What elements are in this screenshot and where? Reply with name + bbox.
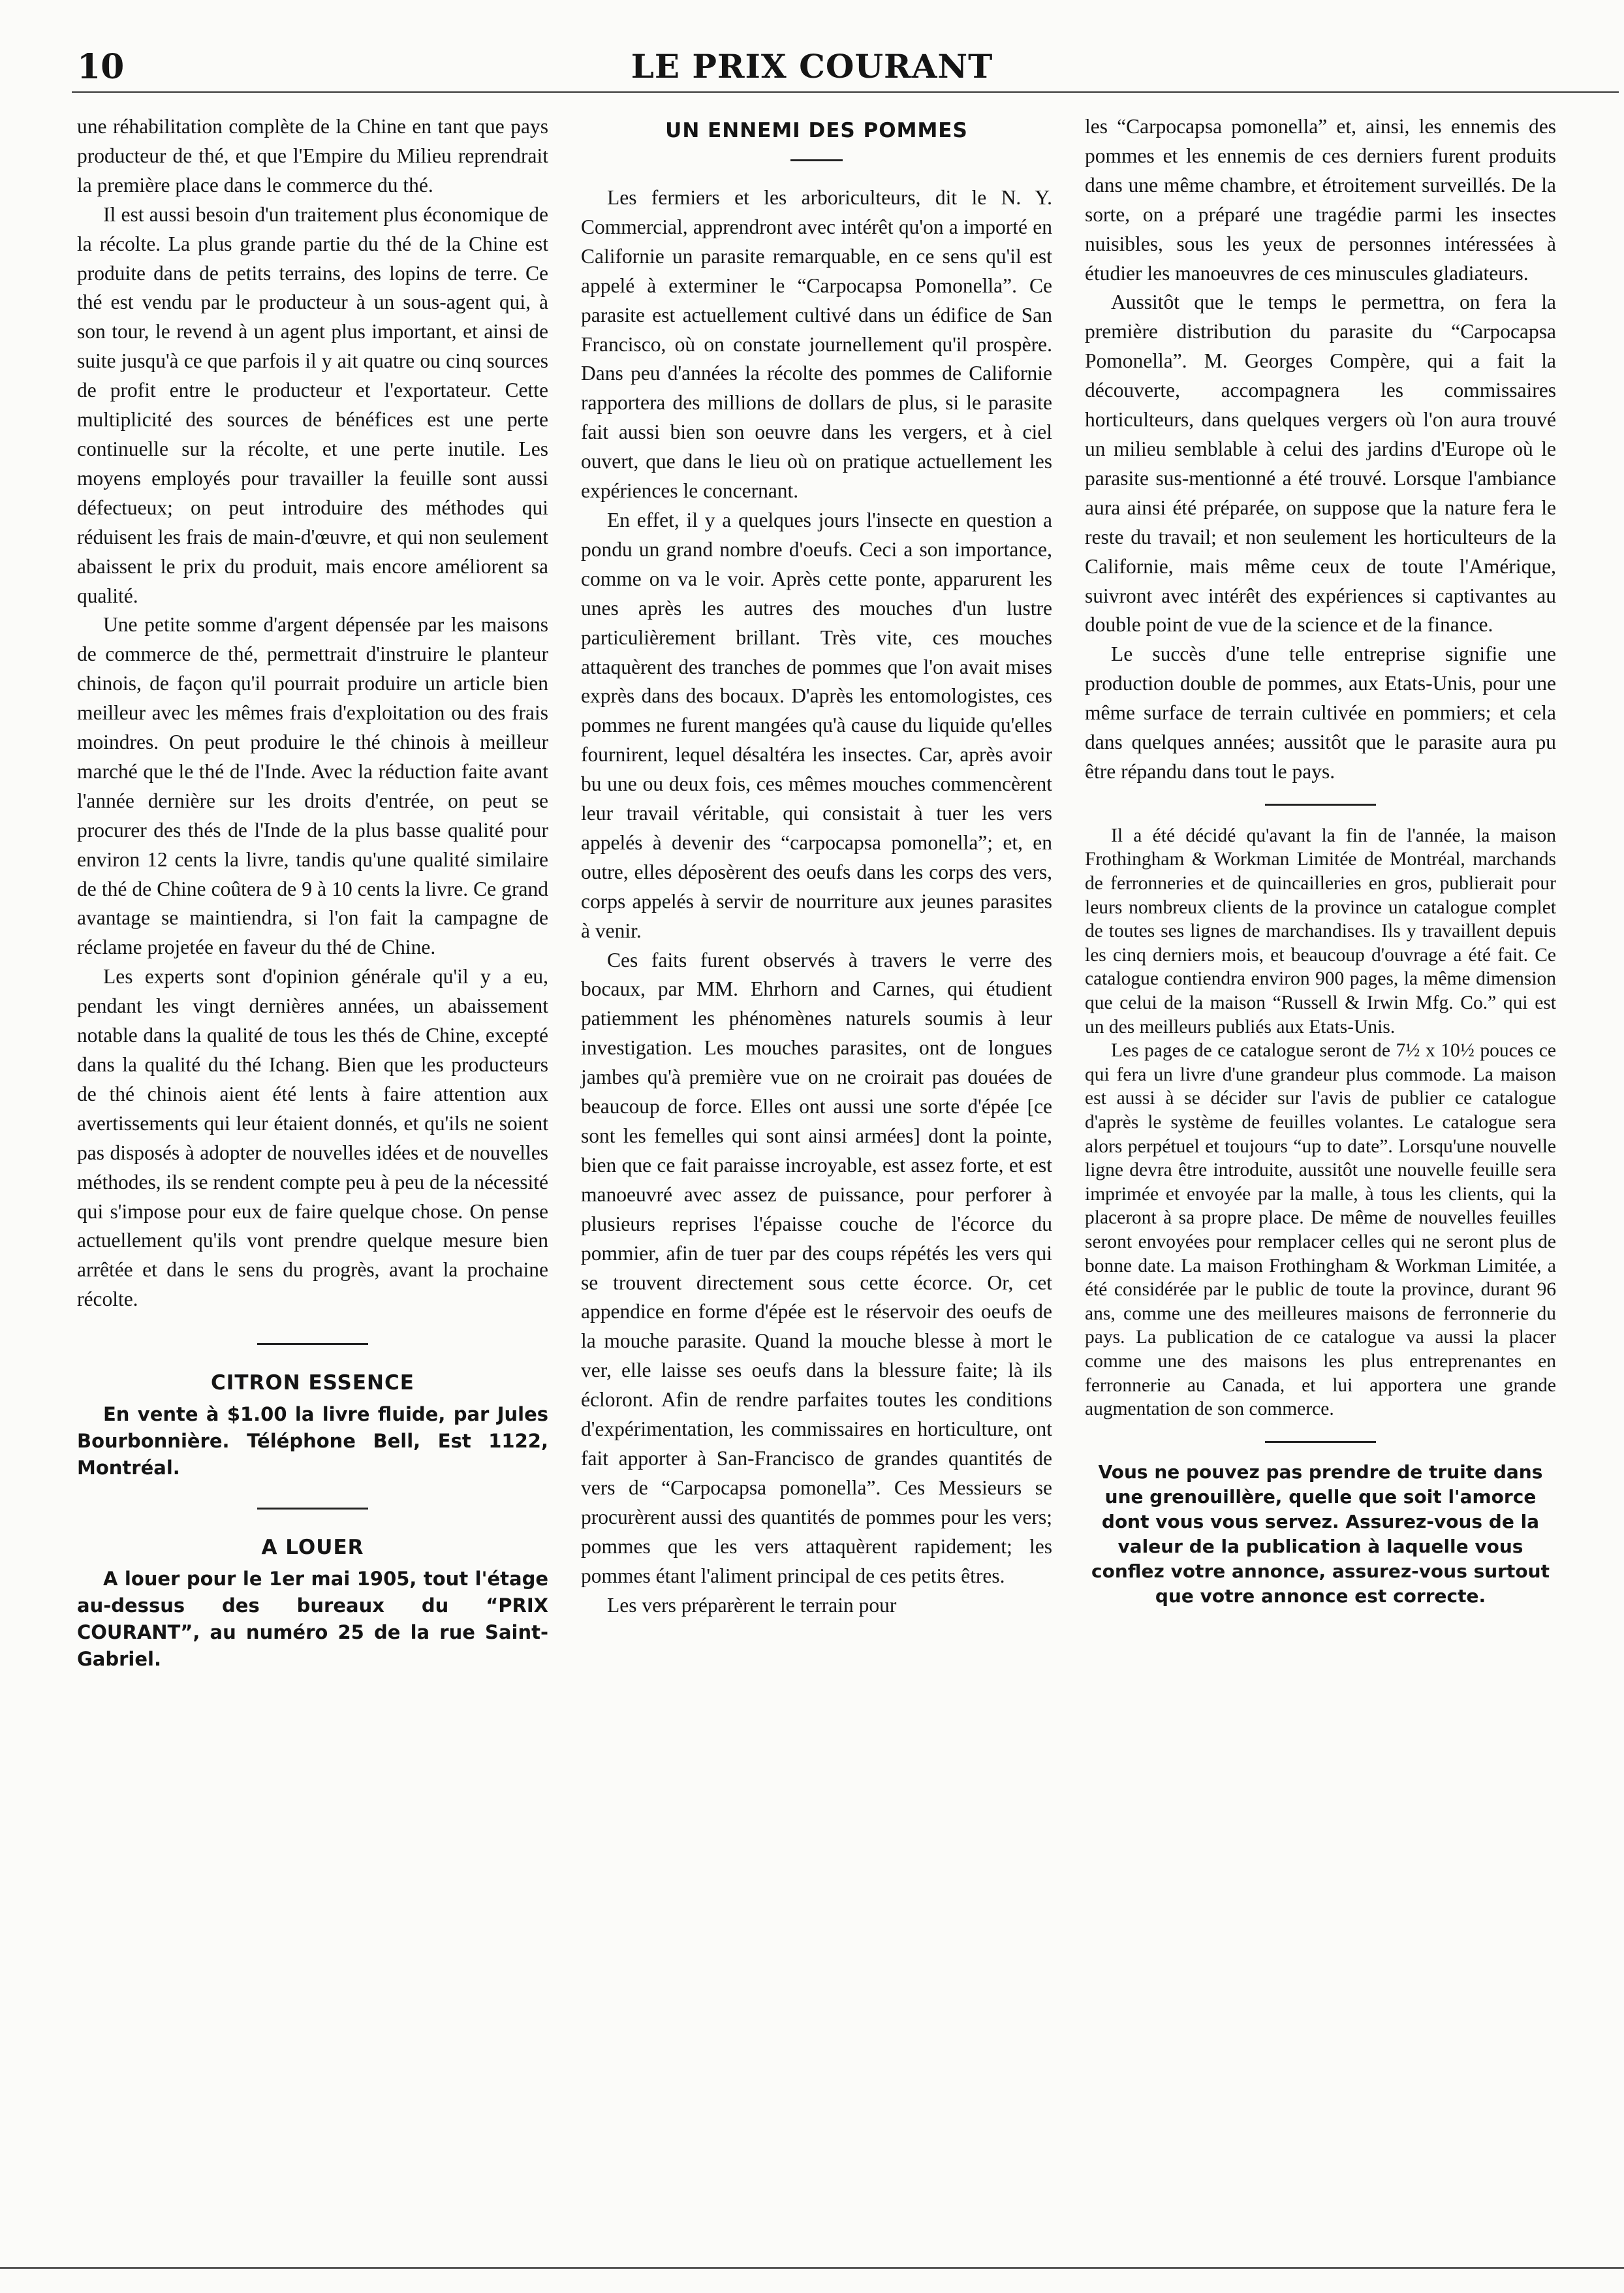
article-paragraph: une réhabilitation complète de la Chine en tant que pays producteur de thé, et que l'Empire du Milieu reprendrait la première place dans le commerce du thé. xyxy=(77,115,548,197)
column-2 xyxy=(581,112,1052,1620)
column-1 xyxy=(77,112,548,1673)
louer-notice: A louer pour le 1er mai 1905, tout l'étage au-dessus des bureaux du “PRIX COURANT”, au numéro 25 de la rue Saint-Gabriel. xyxy=(77,1568,548,1671)
louer-heading: A LOUER xyxy=(261,1536,364,1560)
footer-rule xyxy=(0,2267,1624,2269)
article-paragraph: Ces faits furent observés à travers le verre des bocaux, par MM. Ehrhorn and Carnes, qui étudient patiemment les phénomènes naturels soumis à leur investigation. Les mouches parasites, ont de longues jambes qu'à première vue on ne croirait pas douées de beaucoup de force. Elles ont aussi une sorte d'épée [ce sont les femelles qui sont ainsi armées] dont la pointe, bien que ce fait paraisse incroyable, est assez forte, et est manoeuvré avec assez de puissance, pour perforer à plusieurs reprises l'épaisse couche de l'écorce du pommier, afin de tuer par des coups répétés les vers qui se trouvent directement sous cette écorce. Or, cet appendice en forme d'épée est le réservoir des oeufs de la mouche parasite. Quand la mouche blesse à mort le ver, elle laisse ses oeufs dans la blessure faite; là ils écloront. Afin de rendre parfaites toutes les conditions d'expérimentation, les commissaires en horticulture, ont fait apporter à San-Francisco de grandes quantités de vers de “Carpocapsa pomonella”. Ces Messieurs se procurèrent aussi des quantités de pommes pour les vers; pommes que les vers attaquèrent rapidement; les pommes étant l'aliment principal de ces petits êtres. xyxy=(581,948,1052,1587)
citron-notice: En vente à $1.00 la livre fluide, par Jules Bourbonnière. Téléphone Bell, Est 1122, Montréal. xyxy=(77,1403,548,1479)
advertising-notice: Vous ne pouvez pas prendre de truite dans une grenouillère, quelle que soit l'amorce dont vous vous servez. Assurez-vous de la valeur de la publication à laquelle vous conflez votre annonce, assurez-vous surtout que votre annonce est correcte. xyxy=(1091,1461,1550,1607)
journal-title: LE PRIX COURANT xyxy=(631,47,993,86)
article-paragraph: En effet, il y a quelques jours l'insecte en question a pondu un grand nombre d'oeufs. Ceci a son importance, comme on va le voir. Après cette ponte, apparurent les unes après les autres des mouches d'un lustre particulièrement brillant. Très vite, ces mouches attaquèrent des tranches de pommes que l'on avait mises exprès dans des bocaux. D'après les entomologistes, ces pommes ne furent mangées qu'à cause du liquide qu'elles fournirent, lequel désaltéra les insectes. Car, après avoir bu une ou deux fois, ces mêmes mouches commencèrent leur travail véritable, qui consistait à tuer les vers appelés à devenir des “carpocapsa pomonella”; et, en outre, elles déposèrent des oeufs dans les corps des vers, corps appelés à servir de nourriture aux jeunes parasites à venir. xyxy=(581,508,1052,942)
article-paragraph: Les experts sont d'opinion générale qu'il y a eu, pendant les vingt dernières années, un abaissement notable dans la qualité de tous les thés de Chine, excepté dans la qualité du thé Ichang. Bien que les producteurs de thé chinois aient été lents à faire attention aux avertissements qui leur étaient donnés, et qu'ils ne soient pas disposés à adopter de nouvelles idées et de nouvelles méthodes, ils se rendent compte peu à peu de la nécessité qui s'impose pour eux de faire quelque chose. On pense actuellement qu'ils vont prendre quelque mesure bien arrêtée et dans le sens du progrès, avant la prochaine récolte. xyxy=(77,965,548,1311)
news-paragraph: Il a été décidé qu'avant la fin de l'année, la maison Frothingham & Workman Limitée de Montréal, marchands de ferronneries et de quincailleries en gros, publierait pour leurs nombreux clients de la province un catalogue complet de toutes ses lignes de marchandises. Ils y travaillent depuis les cinq derniers mois, et beaucoup d'ouvrage a été fait. Ce catalogue contiendra environ 900 pages, la même dimension que celui de la maison “Russell & Irwin Mfg. Co.” qui est un des meilleurs publiés aux Etats-Unis. xyxy=(1085,825,1556,1037)
article-paragraph: Le succès d'une telle entreprise signifie une production double de pommes, aux Etats-Unis, pour une même surface de terrain cultivée en pommiers; et cela dans quelques années; aussitôt que le parasite aura pu être répandu dans tout le pays. xyxy=(1085,642,1556,783)
article-paragraph: Les vers préparèrent le terrain pour xyxy=(607,1593,897,1617)
article-paragraph: Les fermiers et les arboriculteurs, dit le N. Y. Commercial, apprendront avec intérêt qu'on a importé en Californie un parasite remarquable, en ce sens qu'il est appelé à exterminer le “Carpocapsa Pomonella”. Ce parasite est actuellement cultivé dans un édifice de San Francisco, où on constate journellement qu'il prospère. Dans peu d'années la récolte des pommes de Californie rapportera des millions de dollars de plus, si le parasite fait aussi bien son oeuvre dans les vergers, et à ciel ouvert, que dans le lieu où on pratique actuellement les expériences le concernant. xyxy=(581,186,1052,503)
section-divider xyxy=(1265,804,1376,806)
section-divider xyxy=(1265,1441,1376,1443)
article-paragraph: les “Carpocapsa pomonella” et, ainsi, les ennemis des pommes et les ennemis de ces derniers furent produits dans une même chambre, et étroitement surveillés. De la sorte, on a préparé une tragédie parmi les insectes nuisibles, sous les yeux de personnes intéressées à étudier les manoeuvres de ces minuscules gladiateurs. xyxy=(1085,115,1556,285)
section-divider xyxy=(257,1343,368,1345)
news-paragraph: Les pages de ce catalogue seront de 7½ x 10½ pouces ce qui fera un livre d'une grandeur plus commode. La maison est aussi à se décider sur l'avis de publier ce catalogue d'après le système de feuilles volantes. Le catalogue sera alors perpétuel et toujours “up to date”. Lorsqu'une nouvelle ligne devra être introduite, aussitôt une nouvelle feuille sera imprimée et envoyée par la malle, à tous les clients, qui la placeront à sa propre place. De même de nouvelles feuilles seront envoyées pour remplacer celles qui ne seront plus de bonne date. La maison Frothingham & Workman Limitée, a été considérée par le public de toute la province, durant 96 ans, comme une des meilleures maisons de ferronnerie du pays. La publication de ce catalogue va aussi la placer comme une des maisons les plus entreprenantes en ferronnerie au Canada, et lui apportera une grande augmentation de son commerce. xyxy=(1085,1040,1556,1420)
section-divider xyxy=(257,1508,368,1510)
citron-heading: CITRON ESSENCE xyxy=(211,1371,414,1395)
column-3 xyxy=(1085,112,1556,1609)
page-number: 10 xyxy=(77,47,125,87)
article-paragraph: Une petite somme d'argent dépensée par les maisons de commerce de thé, permettrait d'instruire le planteur chinois, de façon qu'il pourrait produire un article bien meilleur avec les mêmes frais d'exploitation ou des frais moindres. On peut produire le thé chinois à meilleur marché que le thé de l'Inde. Avec la réduction faite avant l'année dernière sur les droits d'entrée, on peut se procurer des thés de l'Inde de la plus basse qualité pour environ 12 cents la livre, tandis qu'une qualité similaire de thé de Chine coûtera de 9 à 10 cents la livre. Ce grand avantage se maintiendra, si l'on fait la campagne de réclame projetée en faveur du thé de Chine. xyxy=(77,613,548,959)
title-rule xyxy=(790,159,843,161)
article-paragraph: Aussitôt que le temps le permettra, on fera la première distribution du parasite du “Carpocapsa Pomonella”. M. Georges Compère, qui a fait la découverte, accompagnera les commissaires horticulteurs, dans quelques vergers où l'on aura trouvé un milieu semblable à celui des jardins d'Europe où le parasite sus-mentionné a été trouvé. Lorsque l'ambiance aura ainsi été préparée, on suppose que la nature fera le reste du travail; et non seulement les horticulteurs de la Californie, mais même ceux de toute l'Amérique, suivront avec intérêt des expériences si captivantes au double point de vue de la science et de la finance. xyxy=(1085,291,1556,637)
article-title: UN ENNEMI DES POMMES xyxy=(665,119,968,142)
article-paragraph: Il est aussi besoin d'un traitement plus économique de la récolte. La plus grande partie du thé de la Chine est produite dans de petits terrains, des lopins de terre. Ce thé est vendu par le producteur à un sous-agent qui, à son tour, le revend à un agent plus important, et ainsi de suite jusqu'à ce que parfois il y ait quatre ou cinq sources de profit entre le producteur et l'exportateur. Cette multiplicité des sources de bénéfices est une perte continuelle sur la récolte, et une perte inutile. Les moyens employés pour travailler la feuille sont aussi défectueux; on peut introduire des méthodes qui réduisent les frais de main-d'œuvre, et qui non seulement abaissent le prix du produit, mais encore améliorent sa qualité. xyxy=(77,202,548,607)
header-rule xyxy=(72,91,1619,93)
